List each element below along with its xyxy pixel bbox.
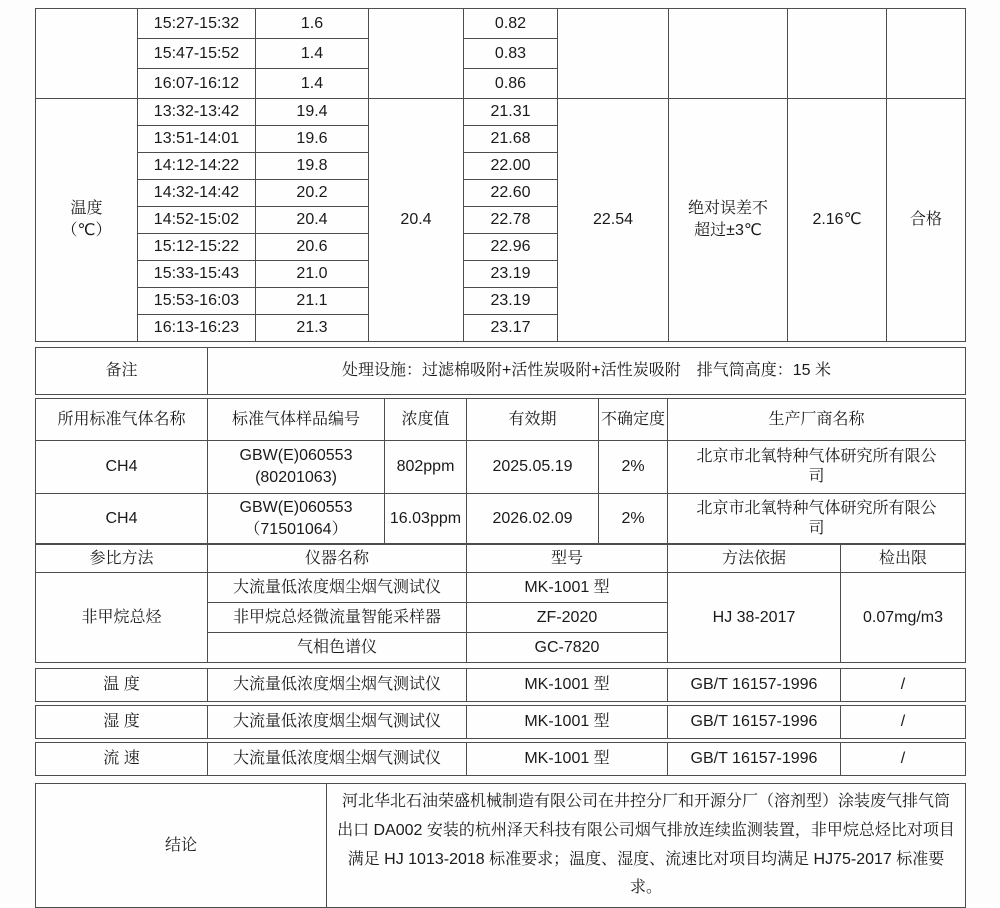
parameter-label-line2: （℃） <box>61 222 112 239</box>
col-header-basis: 方法依据 <box>668 545 841 573</box>
detection-limit-cell: / <box>841 743 966 776</box>
comparison-table <box>35 8 966 342</box>
criteria-line1: 绝对误差不 <box>687 200 768 218</box>
col-header-concentration: 浓度值 <box>385 399 467 441</box>
time-range-cell: 13:32-13:42 <box>138 99 256 126</box>
time-range-cell: 16:07-16:12 <box>138 69 256 99</box>
instrument-cell: 大流量低浓度烟尘烟气测试仪 <box>208 669 467 702</box>
model-cell: GC-7820 <box>467 633 668 663</box>
col-header-gas-name: 所用标准气体名称 <box>36 399 208 441</box>
sample-no-line1: GBW(E)060553 <box>239 498 353 516</box>
reference-method-table <box>35 544 966 663</box>
col-header-sample-no: 标准气体样品编号 <box>208 399 385 441</box>
cems-value-cell: 23.19 <box>464 288 558 315</box>
instrument-cell: 大流量低浓度烟尘烟气测试仪 <box>208 706 467 739</box>
cems-value-cell: 21.31 <box>464 99 558 126</box>
conclusion-label-cell: 结论 <box>36 784 327 908</box>
cems-value-cell: 22.96 <box>464 234 558 261</box>
uncertainty-cell: 2% <box>599 494 668 544</box>
sample-no-line2: (80201063) <box>255 469 337 486</box>
model-cell: MK-1001 型 <box>467 706 668 739</box>
sample-no-cell <box>208 441 385 494</box>
cems-value-cell: 0.82 <box>464 9 558 39</box>
detection-limit-cell: 0.07mg/m3 <box>841 573 966 663</box>
col-header-instrument: 仪器名称 <box>208 545 467 573</box>
measured-value-cell: 20.4 <box>256 207 369 234</box>
measured-value-cell: 1.6 <box>256 9 369 39</box>
uncertainty-cell: 2% <box>599 441 668 494</box>
result-cell: 合格 <box>887 99 966 342</box>
result-cell-empty <box>887 9 966 99</box>
cems-average-cell-empty <box>558 9 669 99</box>
detection-limit-cell: / <box>841 669 966 702</box>
cems-value-cell: 0.86 <box>464 69 558 99</box>
gas-name-cell: CH4 <box>36 494 208 544</box>
reference-method-row-velocity <box>35 742 966 776</box>
gas-name-cell: CH4 <box>36 441 208 494</box>
manufacturer-cell: 北京市北氧特种气体研究所有限公司 <box>668 441 966 494</box>
col-header-model: 型号 <box>467 545 668 573</box>
validity-cell: 2026.02.09 <box>467 494 599 544</box>
col-header-method: 参比方法 <box>36 545 208 573</box>
measured-value-cell: 21.3 <box>256 315 369 342</box>
col-header-detection-limit: 检出限 <box>841 545 966 573</box>
detection-limit-cell: / <box>841 706 966 739</box>
instrument-cell: 非甲烷总烃微流量智能采样器 <box>208 603 467 633</box>
criteria-line2: 超过±3℃ <box>694 222 762 239</box>
sample-no-cell <box>208 494 385 544</box>
time-range-cell: 15:53-16:03 <box>138 288 256 315</box>
measured-value-cell: 1.4 <box>256 39 369 69</box>
method-label-cell: 温 度 <box>36 669 208 702</box>
measured-average-cell: 20.4 <box>369 99 464 342</box>
instrument-cell: 大流量低浓度烟尘烟气测试仪 <box>208 743 467 776</box>
measured-value-cell: 19.8 <box>256 153 369 180</box>
cems-value-cell: 22.78 <box>464 207 558 234</box>
col-header-manufacturer: 生产厂商名称 <box>668 399 966 441</box>
remarks-content-cell: 处理设施：过滤棉吸附+活性炭吸附+活性炭吸附 排气筒高度：15 米 <box>208 348 966 395</box>
model-cell: MK-1001 型 <box>467 669 668 702</box>
parameter-label-cell-temperature <box>36 99 138 342</box>
time-range-cell: 15:47-15:52 <box>138 39 256 69</box>
time-range-cell: 14:12-14:22 <box>138 153 256 180</box>
cems-average-cell: 22.54 <box>558 99 669 342</box>
measured-value-cell: 21.0 <box>256 261 369 288</box>
time-range-cell: 15:27-15:32 <box>138 9 256 39</box>
criteria-cell <box>669 99 788 342</box>
basis-cell: GB/T 16157-1996 <box>668 669 841 702</box>
method-label-cell-nmhc: 非甲烷总烃 <box>36 573 208 663</box>
basis-cell: GB/T 16157-1996 <box>668 743 841 776</box>
instrument-cell: 气相色谱仪 <box>208 633 467 663</box>
time-range-cell: 14:52-15:02 <box>138 207 256 234</box>
cems-value-cell: 23.19 <box>464 261 558 288</box>
cems-value-cell: 0.83 <box>464 39 558 69</box>
manufacturer-cell: 北京市北氧特种气体研究所有限公司 <box>668 494 966 544</box>
sample-no-line2: （71501064） <box>244 520 348 538</box>
reference-method-row-humidity <box>35 705 966 739</box>
col-header-uncertainty: 不确定度 <box>599 399 668 441</box>
time-range-cell: 13:51-14:01 <box>138 126 256 153</box>
measured-value-cell: 1.4 <box>256 69 369 99</box>
conclusion-text-cell: 河北华北石油荣盛机械制造有限公司在井控分厂和开源分厂（溶剂型）涂装废气排气筒出口 DA002 安装的杭州泽天科技有限公司烟气排放连续监测装置，非甲烷总烃比对项目满足 HJ 1013-2018 标准要求；温度、湿度、流速比对项目均满足 HJ75-2017 标准要求。 <box>327 784 966 908</box>
time-range-cell: 14:32-14:42 <box>138 180 256 207</box>
error-cell-empty <box>788 9 887 99</box>
instrument-cell: 大流量低浓度烟尘烟气测试仪 <box>208 573 467 603</box>
method-label-cell: 流 速 <box>36 743 208 776</box>
conclusion-table <box>35 783 966 908</box>
sample-no-line1: GBW(E)060553 <box>239 447 353 465</box>
model-cell: MK-1001 型 <box>467 573 668 603</box>
concentration-cell: 16.03ppm <box>385 494 467 544</box>
cems-value-cell: 22.60 <box>464 180 558 207</box>
reference-method-row-temperature <box>35 668 966 702</box>
error-cell: 2.16℃ <box>788 99 887 342</box>
measured-value-cell: 20.2 <box>256 180 369 207</box>
concentration-cell: 802ppm <box>385 441 467 494</box>
remarks-label-cell: 备注 <box>36 348 208 395</box>
validity-cell: 2025.05.19 <box>467 441 599 494</box>
standard-gas-table <box>35 398 966 544</box>
parameter-label-line1: 温度 <box>70 200 103 218</box>
model-cell: ZF-2020 <box>467 603 668 633</box>
cems-value-cell: 21.68 <box>464 126 558 153</box>
measured-value-cell: 20.6 <box>256 234 369 261</box>
cems-value-cell: 22.00 <box>464 153 558 180</box>
time-range-cell: 16:13-16:23 <box>138 315 256 342</box>
col-header-validity: 有效期 <box>467 399 599 441</box>
criteria-cell-empty <box>669 9 788 99</box>
remarks-table <box>35 347 966 395</box>
basis-cell: GB/T 16157-1996 <box>668 706 841 739</box>
cems-value-cell: 23.17 <box>464 315 558 342</box>
measured-average-cell-empty <box>369 9 464 99</box>
model-cell: MK-1001 型 <box>467 743 668 776</box>
measured-value-cell: 19.6 <box>256 126 369 153</box>
measured-value-cell: 19.4 <box>256 99 369 126</box>
time-range-cell: 15:33-15:43 <box>138 261 256 288</box>
parameter-label-cell-empty <box>36 9 138 99</box>
time-range-cell: 15:12-15:22 <box>138 234 256 261</box>
basis-cell: HJ 38-2017 <box>668 573 841 663</box>
method-label-cell: 湿 度 <box>36 706 208 739</box>
measured-value-cell: 21.1 <box>256 288 369 315</box>
